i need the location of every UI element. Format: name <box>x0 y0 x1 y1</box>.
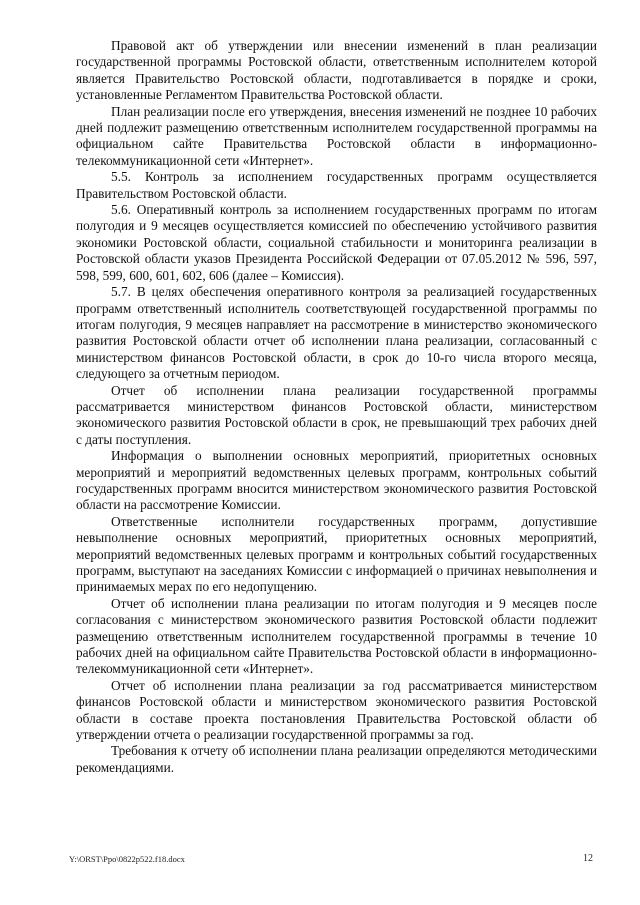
paragraph-plan-publication: План реализации после его утверждения, внесения изменений не позднее 10 рабочих дней подлежит размещению ответственным исполнителем государственной программы на официальном сайте Правительства Ростовской области в информационно-телекоммуникационной сети «Интернет». <box>76 103 597 168</box>
paragraph-report-requirements: Требования к отчету об исполнении плана реализации определяются методическими рекомендациями. <box>76 743 597 775</box>
document-body <box>76 38 597 776</box>
paragraph-annual-report: Отчет об исполнении плана реализации за год рассматривается министерством финансов Ростовской области и министерством экономического развития Ростовской области в составе проекта постановления Правительства Ростовской области об утверждении отчета о реализации государственной программы за год. <box>76 677 597 743</box>
paragraph-legal-act: Правовой акт об утверждении или внесении изменений в план реализации государственной программы Ростовской области, ответственным исполнителем которой является Правительство Ростовской области, подготавливается в порядке и сроки, установленные Регламентом Правительства Ростовской области. <box>76 38 597 103</box>
paragraph-report-review: Отчет об исполнении плана реализации государственной программы рассматривается министерством финансов Ростовской области, министерством экономического развития Ростовской области в срок, не превышающий трех рабочих дней с даты поступления. <box>76 382 597 447</box>
paragraph-5-7: 5.7. В целях обеспечения оперативного контроля за реализацией государственных программ ответственный исполнитель соответствующей государственной программы по итогам полугодия, 9 месяцев направляет на рассмотрение в министерство экономического развития Ростовской области отчет об исполнении плана реализации, согласованный с министерством финансов Ростовской области, в срок до 10-го числа второго месяца, следующего за отчетным периодом. <box>76 284 597 382</box>
footer-page-number: 12 <box>583 853 593 864</box>
footer-file-path: Y:\ORST\Ppo\0822p522.f18.docx <box>69 854 185 864</box>
paragraph-information-submission: Информация о выполнении основных мероприятий, приоритетных основных мероприятий и мероприятий ведомственных целевых программ, контрольных событий государственных программ вносится министерством экономического развития Ростовской области на рассмотрение Комиссии. <box>76 448 597 513</box>
paragraph-responsible-executors: Ответственные исполнители государственных программ, допустившие невыполнение основных мероприятий, приоритетных основных мероприятий, мероприятий ведомственных целевых программ и контрольных событий государственных программ, выступают на заседаниях Комиссии с информацией о причинах невыполнения и принимаемых мерах по его недопущению. <box>76 513 597 595</box>
paragraph-report-publication: Отчет об исполнении плана реализации по итогам полугодия и 9 месяцев после согласования с министерством экономического развития Ростовской области подлежит размещению ответственным исполнителем государственной программы в течение 10 рабочих дней на официальном сайте Правительства Ростовской области в информационно-телекоммуникационной сети «Интернет». <box>76 595 597 677</box>
paragraph-5-6: 5.6. Оперативный контроль за исполнением государственных программ по итогам полугодия и 9 месяцев осуществляется комиссией по обеспечению устойчивого развития экономики Ростовской области, социальной стабильности и мониторинга реализации в Ростовской области указов Президента Российской Федерации от 07.05.2012 № 596, 597, 598, 599, 600, 601, 602, 606 (далее – Комиссия). <box>76 202 597 283</box>
paragraph-5-5: 5.5. Контроль за исполнением государственных программ осуществляется Правительством Ростовской области. <box>76 169 597 201</box>
